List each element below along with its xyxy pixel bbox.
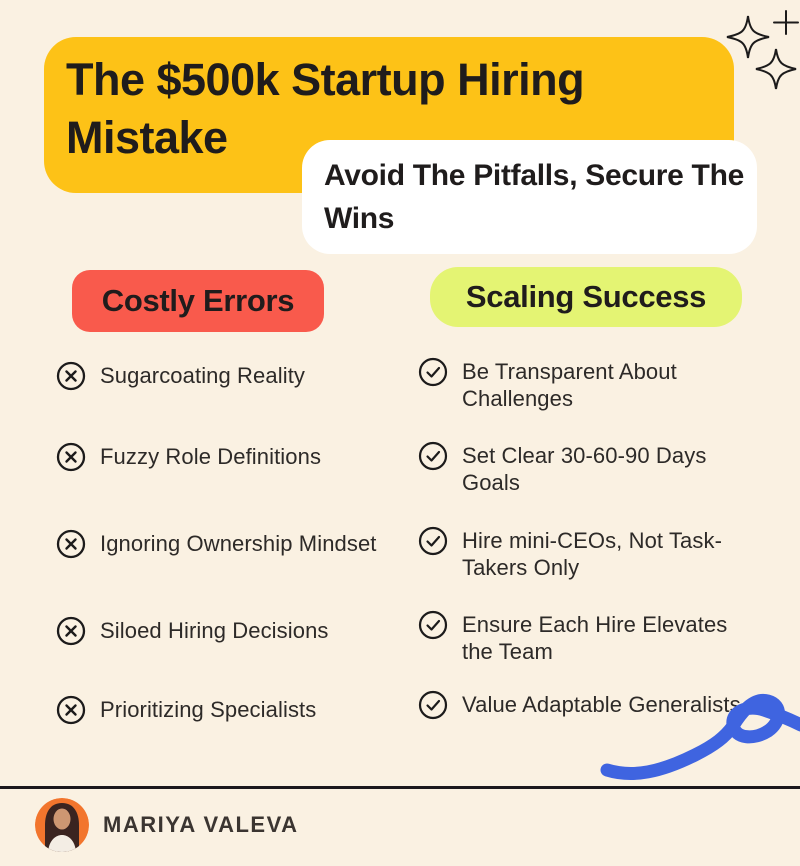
check-circle-icon: [418, 526, 448, 556]
x-circle-icon: [56, 529, 86, 559]
list-item: [56, 362, 380, 391]
list-item-label: Be Transparent About Challenges: [462, 359, 677, 411]
page-subtitle: Avoid The Pitfalls, Secure The Wins: [324, 159, 744, 235]
check-circle-icon: [418, 357, 448, 387]
badge-costly-errors-label: Costly Errors: [101, 283, 295, 318]
list-item: [56, 696, 380, 725]
list-item-label: Prioritizing Specialists: [100, 697, 317, 722]
check-circle-icon: [418, 441, 448, 471]
sparkles-icon: [718, 4, 800, 116]
list-item-label: Ensure Each Hire Elevates the Team: [462, 612, 728, 664]
list-item: [418, 611, 748, 665]
list-item-label: Set Clear 30-60-90 Days Goals: [462, 443, 707, 495]
list-item-label: Ignoring Ownership Mindset: [100, 531, 377, 556]
author-name: MARIYA VALEVA: [103, 812, 299, 837]
list-item: [418, 358, 748, 412]
list-item-label: Value Adaptable Generalists: [462, 692, 741, 717]
badge-scaling-success: [430, 267, 742, 327]
x-circle-icon: [56, 361, 86, 391]
x-circle-icon: [56, 695, 86, 725]
check-circle-icon: [418, 610, 448, 640]
x-circle-icon: [56, 616, 86, 646]
list-item: [56, 617, 380, 646]
footer-divider: [0, 786, 800, 789]
list-item-label: Siloed Hiring Decisions: [100, 618, 329, 643]
avatar: [35, 798, 89, 852]
subtitle-banner: [302, 140, 757, 254]
scribble-decoration: [595, 678, 800, 790]
page-title: The $500k Startup Hiring Mistake: [66, 54, 585, 163]
list-item-label: Fuzzy Role Definitions: [100, 444, 322, 469]
list-item: [418, 442, 748, 496]
list-item: [56, 443, 380, 472]
badge-costly-errors: [72, 270, 324, 332]
avatar-portrait-icon: [35, 798, 89, 852]
x-circle-icon: [56, 442, 86, 472]
badge-scaling-success-label: Scaling Success: [465, 279, 707, 314]
list-item: [56, 530, 380, 559]
list-item-label: Hire mini-CEOs, Not Task-Takers Only: [462, 528, 723, 580]
list-item-label: Sugarcoating Reality: [100, 363, 306, 388]
check-circle-icon: [418, 690, 448, 720]
list-item: [418, 527, 748, 581]
